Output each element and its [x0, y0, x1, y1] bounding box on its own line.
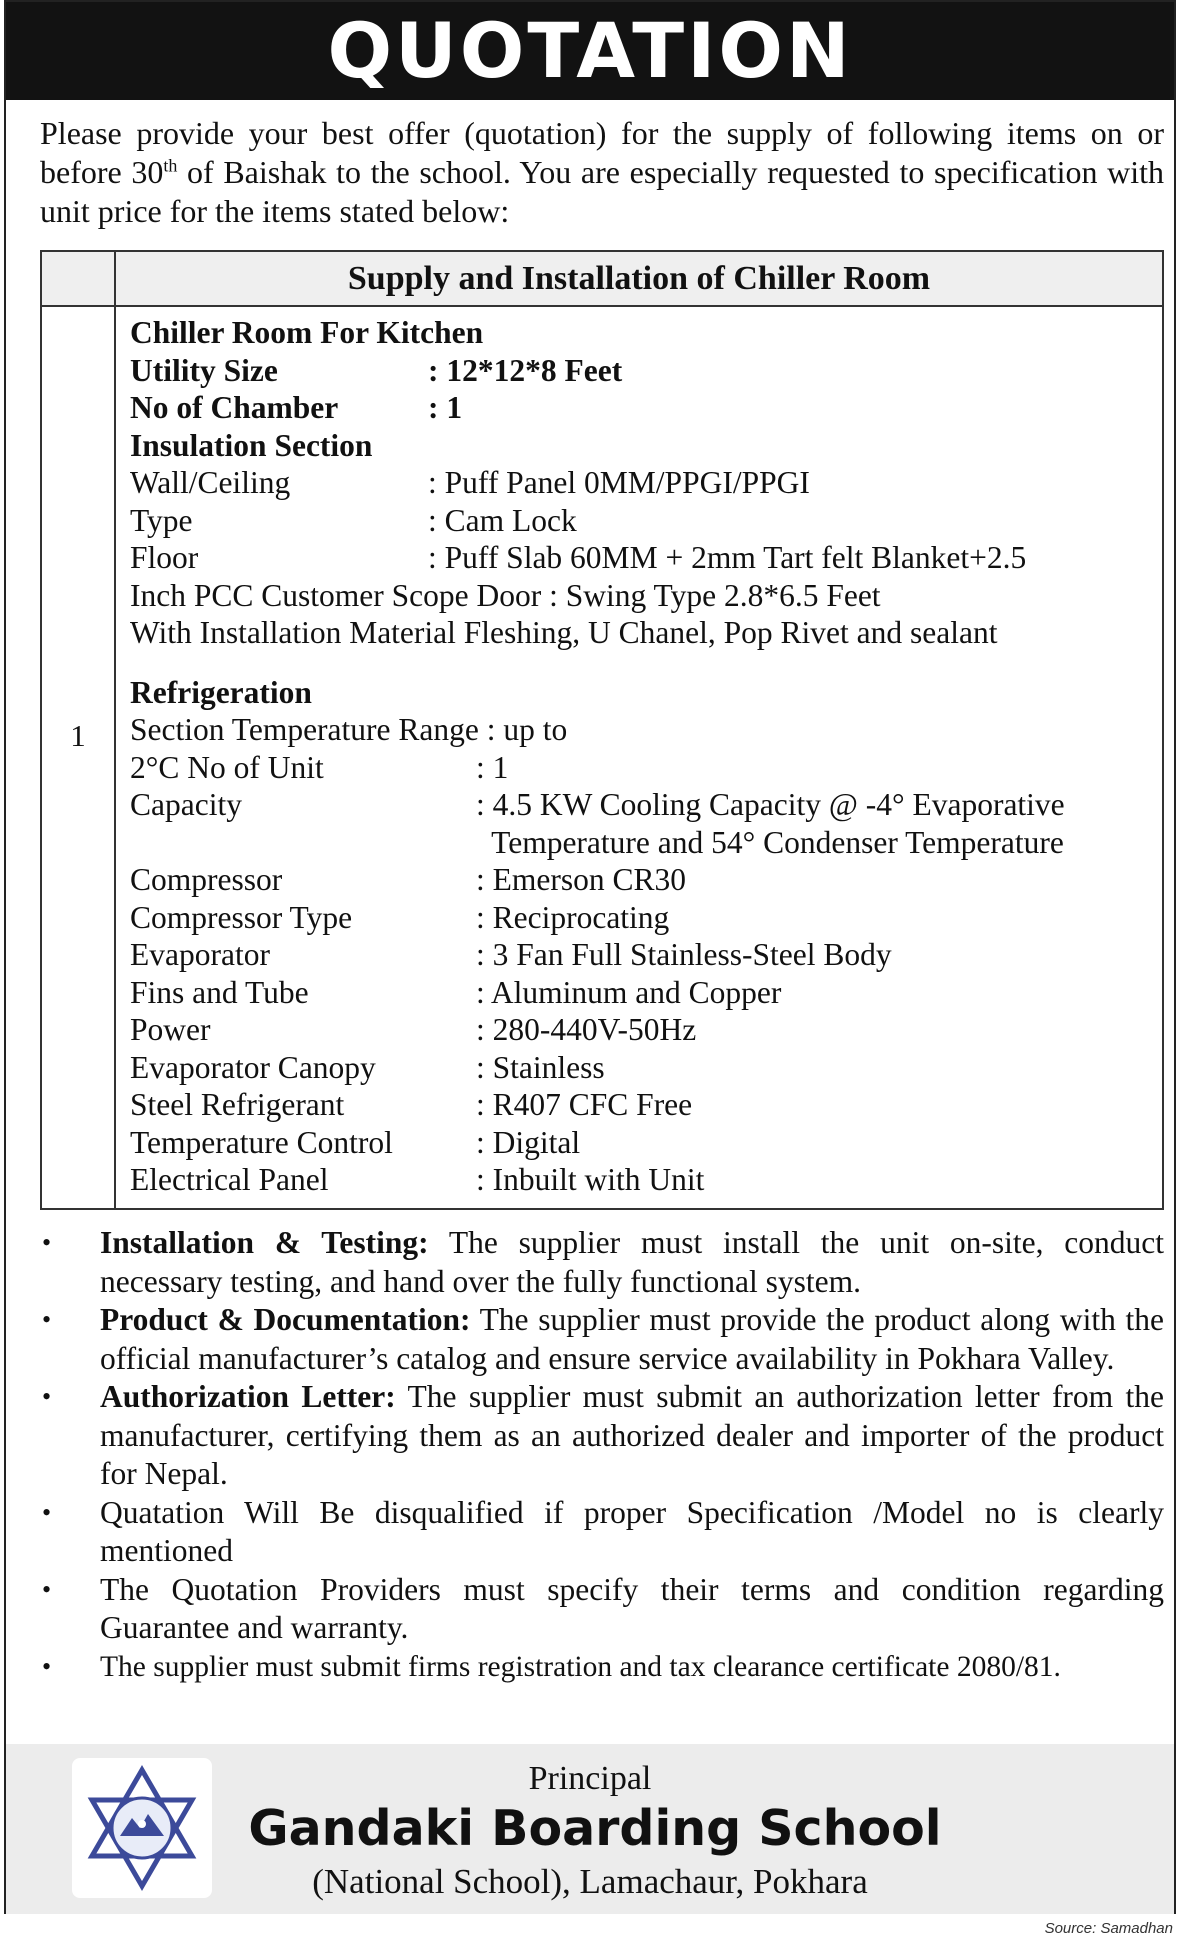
spec-value: : Emerson CR30 — [476, 862, 686, 897]
spec-label: Temperature Control — [130, 1124, 393, 1160]
bullet-icon: • — [42, 1574, 52, 1604]
bullet-icon: • — [42, 1497, 52, 1527]
spec-value: : 1 — [476, 749, 509, 785]
spec-value: : 3 Fan Full Stainless-Steel Body — [476, 937, 892, 972]
quotation-notice — [4, 0, 1176, 1914]
refrigeration-heading: Refrigeration — [130, 674, 312, 710]
spec-row — [130, 899, 1150, 937]
spec-label: Floor — [130, 540, 199, 575]
spec-row — [130, 1161, 1150, 1199]
spec-row — [130, 539, 1150, 577]
spec-label: Steel Refrigerant — [130, 1087, 345, 1122]
spec-label: Utility Size — [130, 352, 278, 388]
spec-label: No of Chamber — [130, 390, 339, 425]
spec-row — [130, 936, 1150, 974]
condition-heading: Authorization Letter: — [100, 1379, 396, 1414]
spec-value: : Puff Panel 0MM/PPGI/PPGI — [428, 465, 810, 500]
conditions-list — [40, 1224, 1164, 1686]
spec-row — [130, 974, 1150, 1012]
condition-text: Quatation Will Be disqualified if proper Specification /Model no is clearly mentioned — [100, 1494, 1164, 1568]
insulation-heading: Insulation Section — [130, 427, 373, 463]
bullet-icon: • — [42, 1228, 52, 1257]
condition-item — [40, 1571, 1164, 1648]
condition-text: The supplier must submit firms registration and tax clearance certificate 2080/81. — [100, 1650, 1061, 1683]
condition-item — [40, 1648, 1164, 1687]
spec-label: Compressor — [130, 862, 283, 897]
spec-label: Evaporator Canopy — [130, 1049, 376, 1085]
condition-heading: Product & Documentation: — [100, 1302, 471, 1337]
intro-text-part2: of Baishak to the school. You are especially requested to specification with unit price for the items stated below: — [40, 154, 1165, 229]
source-credit: Source: Samadhan — [1044, 1920, 1173, 1937]
spec-value: : Puff Slab 60MM + 2mm Tart felt Blanket+2.5 — [428, 540, 1027, 575]
spec-label: Power — [130, 1012, 211, 1047]
spec-label: Compressor Type — [130, 899, 353, 935]
specification-table — [40, 250, 1164, 1210]
spec-label: Wall/Ceiling — [130, 465, 291, 500]
spec-row — [130, 502, 1150, 540]
bullet-icon: • — [42, 1305, 52, 1334]
school-address: (National School), Lamachaur, Pokhara — [312, 1862, 868, 1901]
intro-paragraph — [40, 114, 1164, 231]
spec-label: Fins and Tube — [130, 974, 309, 1010]
table-header-divider — [42, 305, 1162, 307]
condition-item — [40, 1301, 1164, 1378]
spec-value: : Aluminum and Copper — [476, 974, 782, 1010]
spec-label: Type — [130, 502, 193, 538]
insulation-door-line: Inch PCC Customer Scope Door : Swing Type 2.8*6.5 Feet — [130, 577, 881, 613]
condition-text: The supplier must submit an authorization letter from the manufacturer, certifying them as an authorized dealer and importer of the product for Nepal. — [100, 1379, 1164, 1491]
spec-details — [130, 314, 1150, 1199]
spec-label: Capacity — [130, 787, 242, 822]
table-header: Supply and Installation of Chiller Room — [116, 252, 1162, 305]
row-number: 1 — [70, 718, 86, 753]
condition-text: The supplier must install the unit on-site, conduct necessary testing, and hand over the fully functional system. — [100, 1225, 1164, 1299]
spec-value: : Cam Lock — [428, 502, 577, 538]
spec-row — [130, 824, 1150, 862]
condition-text: The supplier must provide the product along with the official manufacturer’s catalog and ensure service availability in Pokhara Valley. — [100, 1302, 1164, 1376]
bold-spec-list — [130, 352, 1150, 427]
spec-row — [130, 352, 1150, 390]
insulation-material-line: With Installation Material Fleshing, U Chanel, Pop Rivet and sealant — [130, 615, 998, 650]
condition-item — [40, 1224, 1164, 1301]
spec-row — [130, 1049, 1150, 1087]
footer-signature — [6, 1744, 1174, 1914]
intro-superscript: th — [163, 155, 178, 176]
condition-item — [40, 1378, 1164, 1494]
spec-value: : 280-440V-50Hz — [476, 1012, 697, 1047]
spec-title: Chiller Room For Kitchen — [130, 315, 484, 350]
spec-value: : Digital — [476, 1124, 581, 1160]
spec-label — [130, 824, 476, 862]
spec-row — [130, 749, 1150, 787]
condition-item — [40, 1494, 1164, 1571]
bullet-icon: • — [42, 1382, 52, 1411]
title-banner — [6, 2, 1174, 100]
spec-row — [130, 1011, 1150, 1049]
temperature-range-line: Section Temperature Range : up to — [130, 712, 568, 747]
spec-value: : 1 — [428, 390, 463, 425]
intro-text-part1: Please provide your best offer (quotation) for the supply of following items on or before 30 — [40, 115, 1164, 190]
spec-row — [130, 1086, 1150, 1124]
spec-row — [130, 1124, 1150, 1162]
spec-value: : Reciprocating — [476, 899, 670, 935]
section-gap — [130, 652, 1150, 674]
table-header-number-cell — [42, 252, 114, 305]
spec-label: Evaporator — [130, 937, 270, 972]
spec-label: 2°C No of Unit — [130, 749, 324, 785]
spec-row — [130, 464, 1150, 502]
spec-value: : 4.5 KW Cooling Capacity @ -4° Evaporative — [476, 787, 1065, 822]
insulation-spec-list — [130, 464, 1150, 577]
spec-row — [130, 786, 1150, 824]
spec-label: Electrical Panel — [130, 1162, 329, 1197]
spec-value: : R407 CFC Free — [476, 1087, 693, 1122]
spec-value: : Inbuilt with Unit — [476, 1162, 705, 1197]
spec-row — [130, 861, 1150, 899]
spec-value: : 12*12*8 Feet — [428, 352, 623, 388]
bullet-icon: • — [42, 1651, 52, 1681]
condition-text: The Quotation Providers must specify their terms and condition regarding Guarantee and warranty. — [100, 1571, 1164, 1645]
table-column-divider — [114, 252, 116, 1208]
spec-row — [130, 389, 1150, 427]
principal-label: Principal — [528, 1760, 652, 1797]
notice-title: QUOTATION — [327, 6, 853, 95]
school-name: Gandaki Boarding School — [248, 1800, 942, 1857]
condition-heading: Installation & Testing: — [100, 1225, 429, 1260]
refrigeration-spec-list — [130, 749, 1150, 1199]
spec-value: : Stainless — [476, 1049, 605, 1085]
spec-value: Temperature and 54° Condenser Temperature — [476, 824, 1064, 860]
